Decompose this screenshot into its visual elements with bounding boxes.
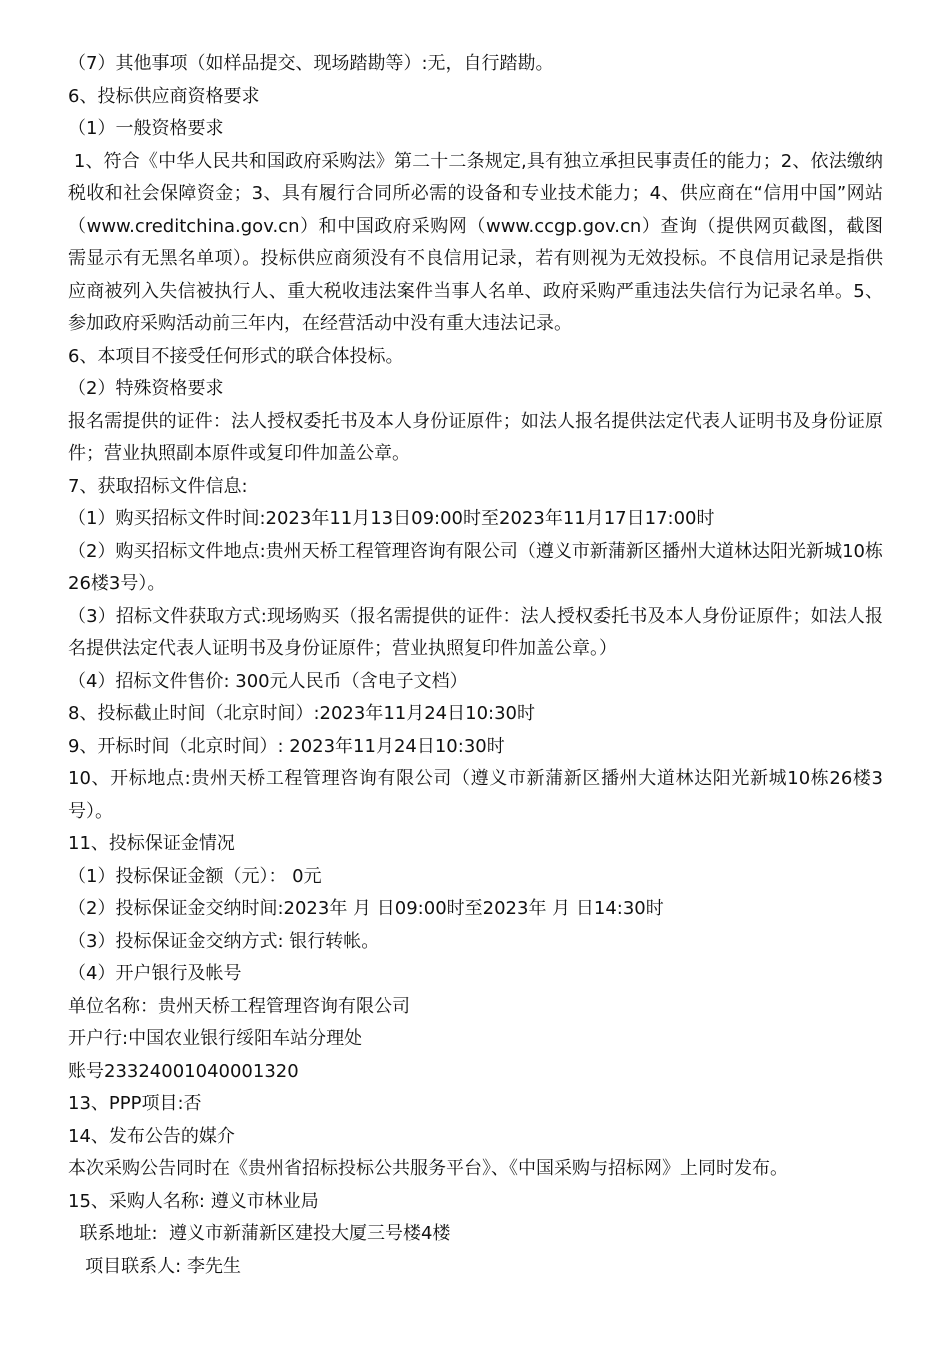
text-line-bid-deadline: 8、投标截止时间（北京时间）:2023年11月24日10:30时 [68,703,536,724]
text-line-obtain-documents-heading: 7、获取招标文件信息: [68,475,248,497]
text-line-purchaser-name: 15、采购人名称: 遵义市林业局 [68,1190,319,1212]
text-paragraph-general-requirements: 1、符合《中华人民共和国政府采购法》第二十二条规定,具有独立承担民事责任的能力；2、依法缴纳税收和社会保障资金；3、具有履行合同所必需的设备和专业技术能力；4、供应商在“信用中国”网站（www.creditchina.gov.cn）和中国政府采购网（www.ccgp.gov.cn）查询（提供网页截图，截图需显示有无黑名单项）。投标供应商须没有不良信用记录，若有则视为无效投标。不良信用记录是指供应商被列入失信被执行人、重大税收违法案件当事人名单、政府采购严重违法失信行为记录名单。5、参加政府采购活动前三年内，在经营活动中没有重大违法记录。 [68,150,883,334]
document-body [68,48,883,1283]
text-line-bank-branch: 开户行:中国农业银行绥阳车站分理处 [68,1028,363,1049]
text-line-general-qualification: （1）一般资格要求 [68,118,224,139]
text-line-qualification-heading: 6、投标供应商资格要求 [68,85,260,107]
text-line-bond-payment-time: （2）投标保证金交纳时间:2023年 月 日09:00时至2023年 月 日14:30时 [68,898,664,919]
text-line-bond-payment-method: （3）投标保证金交纳方式: 银行转帐。 [68,930,380,952]
text-line-project-contact: 项目联系人: 李先生 [68,1255,241,1277]
text-paragraph-obtain-method: （3）招标文件获取方式:现场购买（报名需提供的证件：法人授权委托书及本人身份证原件；如法人报名提供法定代表人证明书及身份证原件；营业执照复印件加盖公章。） [68,605,883,659]
text-line-ppp-project: 13、PPP项目:否 [68,1093,202,1114]
text-paragraph-purchase-location: （2）购买招标文件地点:贵州天桥工程管理咨询有限公司（遵义市新蒲新区播州大道林达阳光新城10栋26楼3号）。 [68,540,883,594]
text-line-unit-name: 单位名称：贵州天桥工程管理咨询有限公司 [68,995,410,1017]
text-line-opening-time: 9、开标时间（北京时间）: 2023年11月24日10:30时 [68,735,505,757]
text-line-bond-amount: （1）投标保证金额（元）： 0元 [68,865,322,887]
text-line-no-consortium: 6、本项目不接受任何形式的联合体投标。 [68,345,404,367]
text-line-publication-media: 本次采购公告同时在《贵州省招标投标公共服务平台》、《中国采购与招标网》上同时发布。 [68,1158,788,1179]
text-line-bank-account-heading: （4）开户银行及帐号 [68,963,242,984]
text-line-document-price: （4）招标文件售价: 300元人民币（含电子文档） [68,670,468,692]
text-line-media-heading: 14、发布公告的媒介 [68,1125,235,1147]
text-line-special-qualification: （2）特殊资格要求 [68,378,224,399]
text-line-contact-address: 联系地址: 遵义市新蒲新区建投大厦三号楼4楼 [68,1223,451,1244]
text-line-other-matters: （7）其他事项（如样品提交、现场踏勘等）:无，自行踏勘。 [68,53,554,74]
text-paragraph-registration-documents: 报名需提供的证件：法人授权委托书及本人身份证原件；如法人报名提供法定代表人证明书及身份证原件；营业执照副本原件或复印件加盖公章。 [68,410,883,464]
text-paragraph-opening-location: 10、开标地点:贵州天桥工程管理咨询有限公司（遵义市新蒲新区播州大道林达阳光新城10栋26楼3号）。 [68,768,883,822]
text-line-account-number: 账号23324001040001320 [68,1060,299,1082]
text-line-bond-heading: 11、投标保证金情况 [68,833,235,854]
text-line-purchase-time: （1）购买招标文件时间:2023年11月13日09:00时至2023年11月17日17:00时 [68,508,715,529]
